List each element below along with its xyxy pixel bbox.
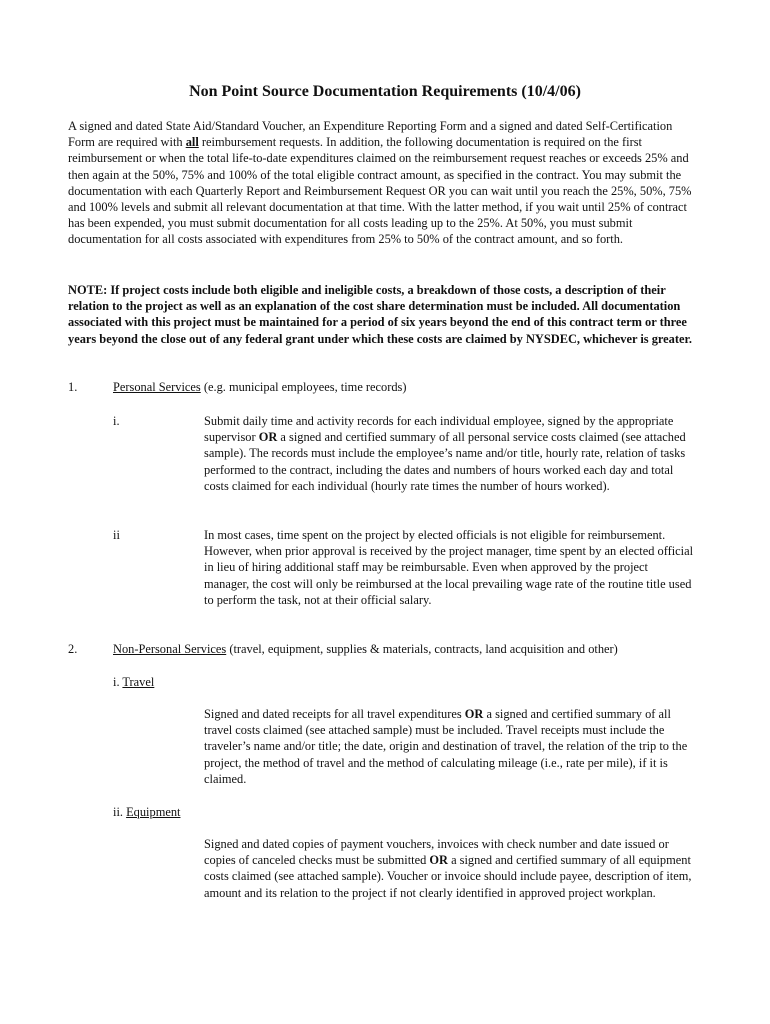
section-2-heading-label: Non-Personal Services <box>113 642 227 656</box>
travel-heading <box>113 674 154 690</box>
section-2-heading-rest: (travel, equipment, supplies & materials, contracts, land acquisition and other) <box>226 642 618 656</box>
section-1-heading <box>113 379 407 395</box>
section-1-item-i-part1: Submit daily time and activity records for each individual employee, signed by the appropriate supervisor <box>204 414 674 445</box>
section-1-item-ii-label: ii <box>113 528 120 542</box>
travel-bold: OR <box>464 707 484 721</box>
section-1-item-i-part2: a signed and certified summary of all personal service costs claimed (see attached sample). The records must include the employee’s name and/or title, hourly rate, relation of tasks performed to the contract, including the dates and numbers of hours worked each day and total costs claimed for each individual (hourly rate times the number of hours worked). <box>204 430 686 493</box>
intro-paragraph <box>68 118 698 248</box>
equipment-heading <box>113 804 180 820</box>
note-paragraph: NOTE: If project costs include both eligible and ineligible costs, a breakdown of those costs, a description of their relation to the project as well as an explanation of the cost share determination must be included. All documentation associated with this project must be maintained for a period of six years beyond the end of this contract term or three years beyond the close out of any federal grant under which these costs are claimed by NYSDEC, whichever is greater. <box>68 283 692 346</box>
equipment-prefix: ii. <box>113 805 127 819</box>
section-1-number: 1. <box>68 380 78 394</box>
equipment-bold: OR <box>429 853 448 868</box>
equipment-text <box>204 836 696 901</box>
travel-label: Travel <box>122 675 155 689</box>
travel-part1: Signed and dated receipts for all travel expenditures <box>204 707 465 721</box>
travel-text <box>204 706 696 787</box>
travel-prefix: i. <box>113 675 123 689</box>
document-title: Non Point Source Documentation Requirements (10/4/06) <box>189 83 581 100</box>
intro-text-part2: reimbursement requests. In addition, the following documentation is required on the first reimbursement or when the total life-to-date expenditures claimed on the reimbursement request reaches or exceeds 25% and then again at the 50%, 75% and 100% of the total eligible contract amount, as specified in the contract. You may submit the documentation with each Quarterly Report and Reimbursement Request OR you can wait until you reach the 25%, 50%, 75% and 100% levels and submit all relevant documentation at that time. With the latter method, if you wait until 25% of contract has been expended, you must submit documentation for all costs leading up to the 25%. At 50%, you must submit documentation for all costs associated with expenditures from 25% to 50% of the contract amount, and so forth. <box>68 135 692 247</box>
equipment-part2: a signed and certified summary of all equipment costs claimed (see attached sample). Voucher or invoice should include payee, description of item, amount and its relation to the project if not clearly identified in approved project workplan. <box>204 853 692 900</box>
section-1-item-i-label: i. <box>113 414 120 428</box>
equipment-label: Equipment <box>126 805 181 819</box>
section-1-item-ii-text: In most cases, time spent on the project by elected officials is not eligible for reimbursement. However, when prior approval is received by the project manager, time spent by an elected official in lieu of hiring additional staff may be reimbursable. Even when approved by the project manager, the cost will only be reimbursed at the local prevailing wage rate of the routine title used to perform the task, not at their official salary. <box>204 528 694 607</box>
travel-part2: a signed and certified summary of all travel costs claimed (see attached sample) must be included. Travel receipts must include the traveler’s name and/or title; the date, origin and destination of travel, the relation of the trip to the project, the method of travel and the method of calculating mileage (i.e., rate per mile), if it is claimed. <box>204 707 688 786</box>
section-1-item-i-text <box>204 413 696 494</box>
intro-text-part1: A signed and dated State Aid/Standard Voucher, an Expenditure Reporting Form and a signed and dated Self-Certification Form are required with <box>68 119 673 150</box>
intro-emphasis: all <box>185 135 199 150</box>
section-2-number: 2. <box>68 642 78 656</box>
section-1-item-i-bold: OR <box>258 430 278 445</box>
section-1-heading-label: Personal Services <box>113 380 201 394</box>
section-2-heading <box>113 641 618 657</box>
section-1-heading-rest: (e.g. municipal employees, time records) <box>200 380 407 394</box>
equipment-part1: Signed and dated copies of payment vouchers, invoices with check number and date issued or copies of canceled checks must be submitted <box>204 837 669 868</box>
